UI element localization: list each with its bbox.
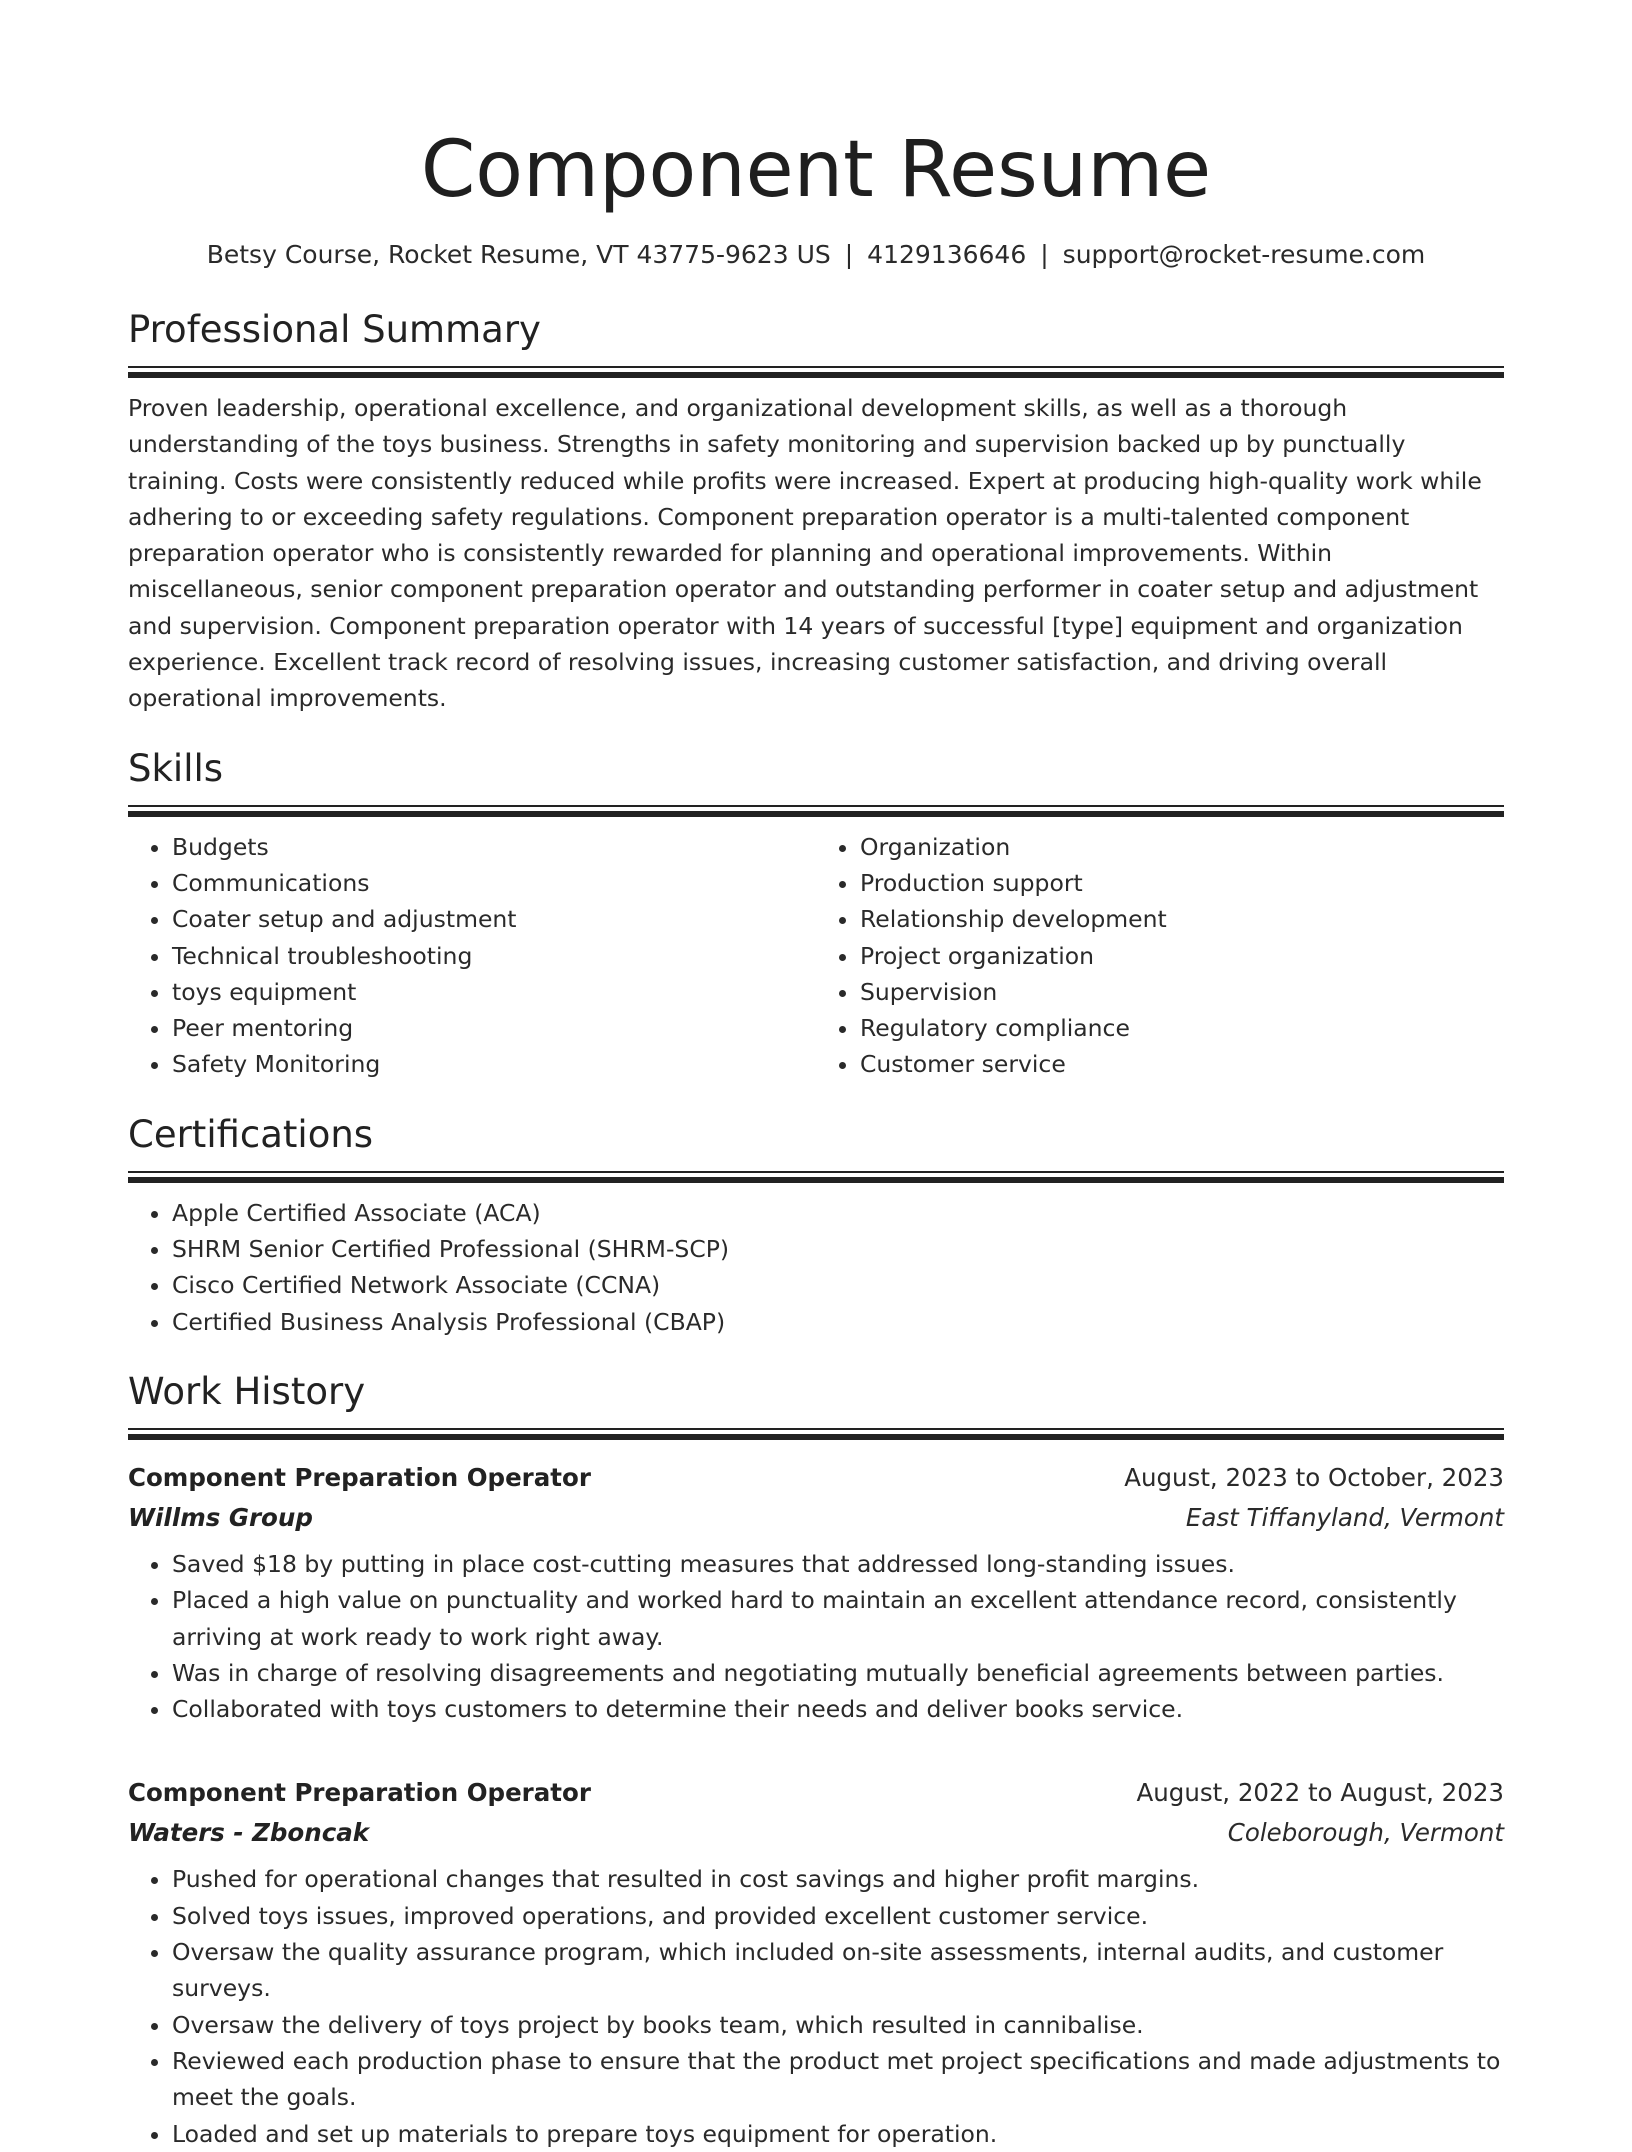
job-bullets: [128, 1861, 1504, 2151]
skill-item: • Technical troubleshooting: [172, 938, 816, 974]
skill-item: • Safety Monitoring: [172, 1046, 816, 1082]
job-bullets: [128, 1546, 1504, 1727]
job-company: Willms Group: [128, 1502, 313, 1532]
job-bullet: • Was in charge of resolving disagreements and negotiating mutually beneficial agreements between parties.: [172, 1655, 1504, 1691]
certification-item: • SHRM Senior Certified Professional (SHRM-SCP): [172, 1231, 1504, 1267]
section-divider: [128, 805, 1504, 817]
resume-name: Component Resume: [420, 125, 1212, 215]
certification-item: • Certified Business Analysis Professional (CBAP): [172, 1304, 1504, 1340]
section-divider: [128, 366, 1504, 378]
resume-content: [128, 120, 1504, 2152]
job-company-row: [128, 1498, 1504, 1538]
skill-item: • Budgets: [172, 829, 816, 865]
job-dates: August, 2023 to October, 2023: [1124, 1462, 1504, 1492]
section-heading-skills: Skills: [128, 746, 224, 790]
summary-text: Proven leadership, operational excellence, and organizational development skills, as well as a thorough understanding of the toys business. Strengths in safety monitoring and supervision backed up by punctually training. Costs were consistently reduced while profits were increased. Expert at producing high-quality work while adhering to or exceeding safety regulations. Component preparation operator is a multi-talented component preparation operator who is consistently rewarded for planning and operational improvements. Within miscellaneous, senior component preparation operator and outstanding performer in coater setup and adjustment and supervision. Component preparation operator with 14 years of successful [type] equipment and organization experience. Excellent track record of resolving issues, increasing customer satisfaction, and driving overall operational improvements.: [128, 394, 1482, 713]
contact-separator: |: [844, 240, 854, 269]
section-heading-work-history: Work History: [128, 1369, 366, 1413]
contact-separator: |: [1040, 240, 1049, 269]
certifications-section: [128, 1113, 1504, 1340]
summary-section: [128, 308, 1504, 717]
skill-item: • Coater setup and adjustment: [172, 901, 816, 937]
skills-list-right: [816, 829, 1504, 1083]
section-divider: [128, 1171, 1504, 1183]
job-bullet: • Loaded and set up materials to prepare toys equipment for operation.: [172, 2116, 1504, 2152]
job-bullet: • Solved toys issues, improved operations, and provided excellent customer service.: [172, 1898, 1504, 1934]
section-heading-certifications: Certifications: [128, 1112, 374, 1156]
job-bullet: • Saved $18 by putting in place cost-cutting measures that addressed long-standing issues.: [172, 1546, 1504, 1582]
skill-item: • Regulatory compliance: [860, 1010, 1504, 1046]
contact-line: [128, 238, 1504, 272]
job-bullet: • Reviewed each production phase to ensure that the product met project specifications and made adjustments to meet the goals.: [172, 2043, 1504, 2116]
job-header-row: [128, 1773, 1504, 1813]
skill-item: • Supervision: [860, 974, 1504, 1010]
job-bullet: • Pushed for operational changes that resulted in cost savings and higher profit margins.: [172, 1861, 1504, 1897]
job-location: Coleborough, Vermont: [1227, 1818, 1504, 1848]
skills-section: [128, 747, 1504, 1083]
section-divider: [128, 1428, 1504, 1440]
job-bullet: • Oversaw the delivery of toys project by books team, which resulted in cannibalise.: [172, 2007, 1504, 2043]
job-title: Component Preparation Operator: [128, 1462, 591, 1492]
contact-address: Betsy Course, Rocket Resume, VT 43775-9623 US: [206, 240, 831, 269]
skill-item: • Project organization: [860, 938, 1504, 974]
job-dates: August, 2022 to August, 2023: [1136, 1778, 1504, 1808]
skill-item: • Peer mentoring: [172, 1010, 816, 1046]
job-company-row: [128, 1813, 1504, 1853]
skill-item: • toys equipment: [172, 974, 816, 1010]
certification-item: • Cisco Certified Network Associate (CCNA): [172, 1267, 1504, 1303]
certification-item: • Apple Certified Associate (ACA): [172, 1195, 1504, 1231]
job-bullet: • Placed a high value on punctuality and worked hard to maintain an excellent attendance record, consistently arriving at work ready to work right away.: [172, 1582, 1504, 1655]
skill-item: • Production support: [860, 865, 1504, 901]
section-heading-summary: Professional Summary: [128, 308, 541, 351]
job-entry: [128, 1773, 1504, 2151]
job-location: East Tiffanyland, Vermont: [1185, 1502, 1504, 1532]
contact-email: support@rocket-resume.com: [1062, 240, 1426, 269]
skill-item: • Organization: [860, 829, 1504, 865]
job-company: Waters - Zboncak: [128, 1818, 370, 1848]
skill-item: • Communications: [172, 865, 816, 901]
job-header-row: [128, 1458, 1504, 1498]
job-bullet: • Oversaw the quality assurance program, which included on-site assessments, internal audits, and customer surveys.: [172, 1934, 1504, 2007]
skill-item: • Customer service: [860, 1046, 1504, 1082]
job-bullet: • Collaborated with toys customers to determine their needs and deliver books service.: [172, 1691, 1504, 1727]
skills-list-left: [128, 829, 816, 1083]
job-title: Component Preparation Operator: [128, 1778, 591, 1808]
job-entry: [128, 1458, 1504, 1727]
certifications-list: [128, 1195, 1504, 1340]
skills-grid: [128, 829, 1504, 1083]
contact-phone: 4129136646: [867, 240, 1027, 269]
work-history-section: [128, 1370, 1504, 2152]
skill-item: • Relationship development: [860, 901, 1504, 937]
